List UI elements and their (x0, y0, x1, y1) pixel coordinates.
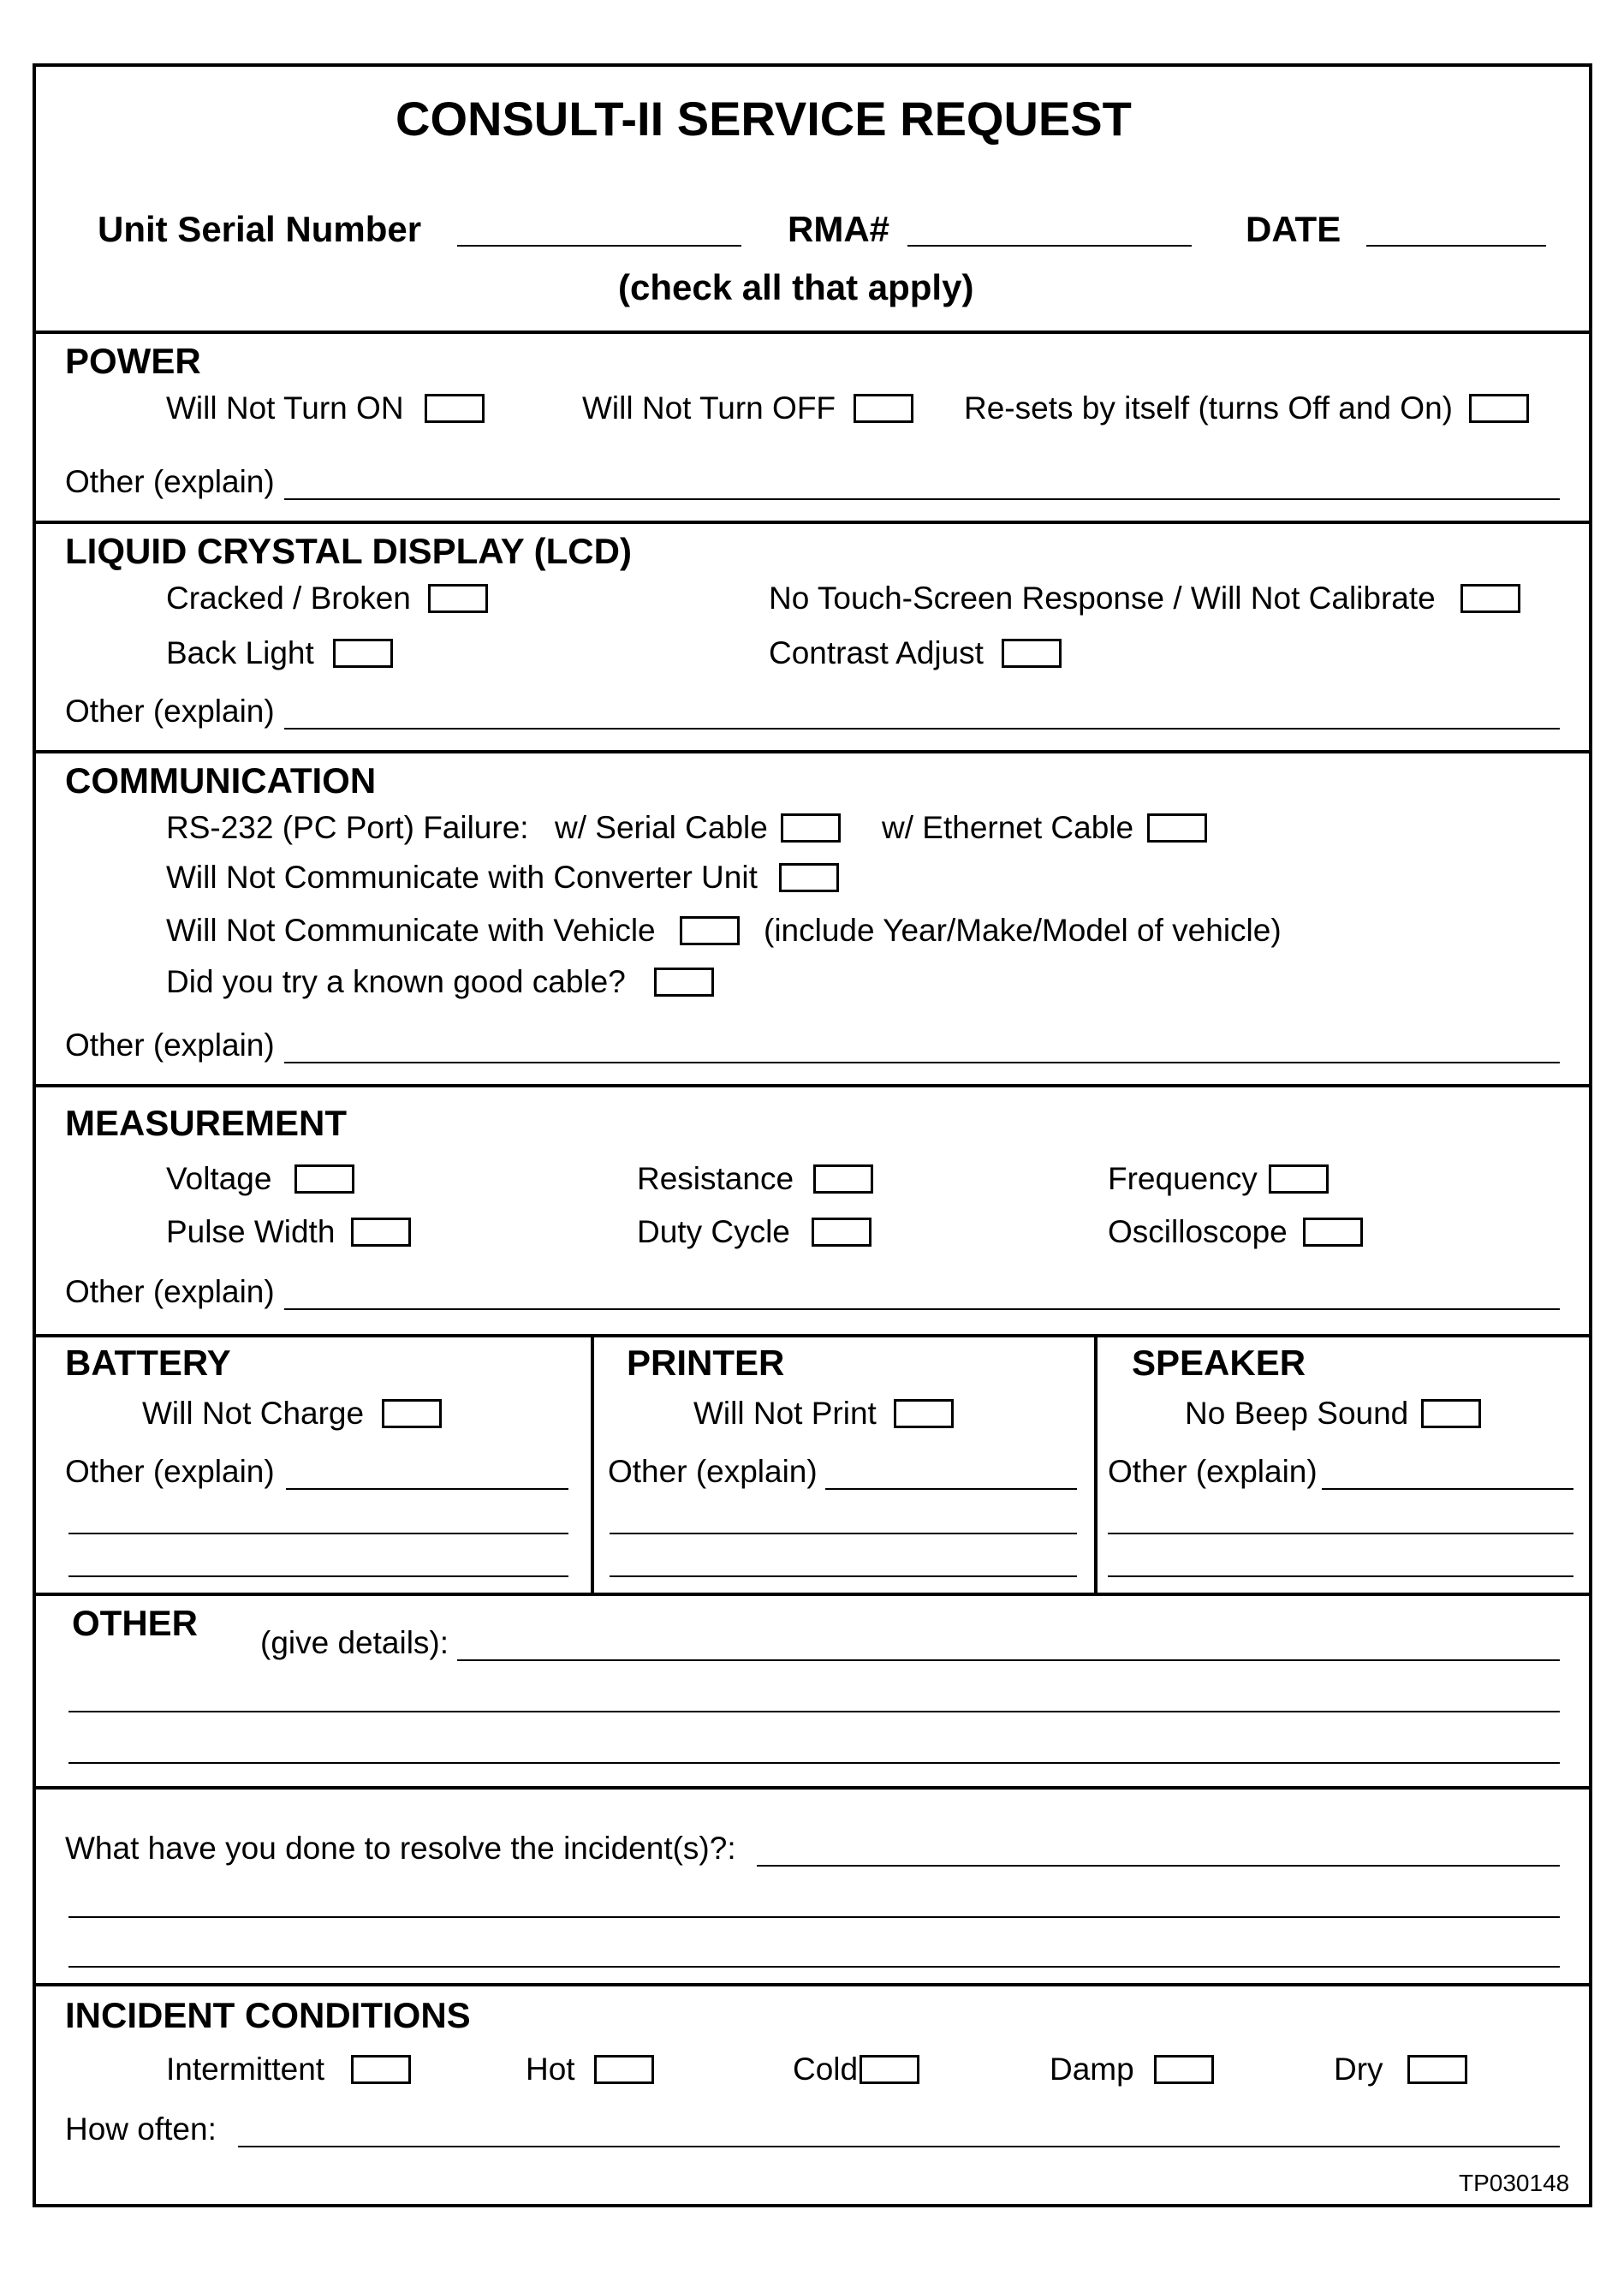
rma-field[interactable] (907, 245, 1192, 247)
converter-label: Will Not Communicate with Converter Unit (166, 860, 758, 895)
power-item-label: Will Not Turn ON (166, 390, 404, 426)
resolve-prompt-label: What have you done to resolve the incident(s)?: (65, 1831, 736, 1866)
hot-checkbox[interactable] (594, 2055, 654, 2084)
divider (36, 1084, 1589, 1087)
divider (36, 1786, 1589, 1790)
speaker-other-field[interactable] (1108, 1533, 1573, 1534)
other-explain-label: Other (explain) (608, 1454, 818, 1489)
frequency-checkbox[interactable] (1269, 1164, 1329, 1194)
serial-number-field[interactable] (457, 245, 741, 247)
serial-cable-label: w/ Serial Cable (555, 810, 768, 845)
vehicle-label: Will Not Communicate with Vehicle (166, 913, 656, 948)
power-item-label: Will Not Turn OFF (582, 390, 836, 426)
resolve-field[interactable] (757, 1865, 1560, 1867)
will-not-charge-checkbox[interactable] (382, 1399, 442, 1428)
other-explain-label: Other (explain) (65, 1454, 275, 1489)
resets-by-itself-checkbox[interactable] (1469, 394, 1529, 423)
incident-item-label: Damp (1050, 2052, 1134, 2087)
incident-item-label: Dry (1334, 2052, 1383, 2087)
other-explain-label: Other (explain) (65, 464, 275, 499)
column-divider (591, 1334, 594, 1593)
date-label: DATE (1246, 209, 1341, 249)
resolve-field[interactable] (68, 1966, 1560, 1968)
date-field[interactable] (1366, 245, 1546, 247)
other-details-field[interactable] (68, 1711, 1560, 1712)
divider (36, 521, 1589, 524)
battery-item-label: Will Not Charge (142, 1396, 365, 1431)
form-code: TP030148 (1459, 2170, 1570, 2196)
will-not-turn-on-checkbox[interactable] (425, 394, 485, 423)
measurement-item-label: Duty Cycle (637, 1214, 790, 1249)
no-beep-sound-checkbox[interactable] (1421, 1399, 1481, 1428)
will-not-print-checkbox[interactable] (894, 1399, 954, 1428)
speaker-section-title: SPEAKER (1132, 1343, 1306, 1383)
cable-question-label: Did you try a known good cable? (166, 964, 626, 999)
printer-other-field[interactable] (610, 1575, 1077, 1577)
measurement-item-label: Oscilloscope (1108, 1214, 1288, 1249)
service-request-form (33, 63, 1592, 2207)
other-explain-label: Other (explain) (65, 1274, 275, 1309)
give-details-label: (give details): (260, 1625, 449, 1660)
other-explain-label: Other (explain) (65, 1027, 275, 1063)
measurement-item-label: Resistance (637, 1161, 794, 1196)
other-explain-label: Other (explain) (1108, 1454, 1318, 1489)
divider (36, 1593, 1589, 1596)
battery-section-title: BATTERY (65, 1343, 231, 1383)
pulse-width-checkbox[interactable] (351, 1218, 411, 1247)
intermittent-checkbox[interactable] (351, 2055, 411, 2084)
measurement-item-label: Voltage (166, 1161, 272, 1196)
known-good-cable-checkbox[interactable] (654, 968, 714, 997)
measurement-other-field[interactable] (284, 1308, 1560, 1310)
communication-other-field[interactable] (284, 1062, 1560, 1063)
incident-item-label: Intermittent (166, 2052, 325, 2087)
divider (36, 1334, 1589, 1337)
measurement-section-title: MEASUREMENT (65, 1103, 348, 1143)
check-instruction: (check all that apply) (618, 267, 974, 307)
column-divider (1094, 1334, 1098, 1593)
how-often-label: How often: (65, 2111, 217, 2147)
cracked-broken-checkbox[interactable] (428, 584, 488, 613)
other-details-field[interactable] (68, 1762, 1560, 1764)
other-explain-label: Other (explain) (65, 694, 275, 729)
printer-other-field[interactable] (825, 1488, 1077, 1490)
ethernet-cable-checkbox[interactable] (1147, 813, 1207, 843)
speaker-other-field[interactable] (1108, 1575, 1573, 1577)
battery-other-field[interactable] (286, 1488, 568, 1490)
serial-number-label: Unit Serial Number (98, 209, 422, 249)
divider (36, 331, 1589, 334)
dry-checkbox[interactable] (1407, 2055, 1467, 2084)
will-not-turn-off-checkbox[interactable] (854, 394, 913, 423)
battery-other-field[interactable] (68, 1575, 568, 1577)
serial-cable-checkbox[interactable] (781, 813, 841, 843)
power-section-title: POWER (65, 341, 201, 381)
printer-item-label: Will Not Print (693, 1396, 877, 1431)
form-title: CONSULT-II SERVICE REQUEST (396, 92, 1132, 146)
how-often-field[interactable] (238, 2146, 1560, 2147)
communication-section-title: COMMUNICATION (65, 760, 377, 801)
lcd-item-label: Cracked / Broken (166, 581, 411, 616)
speaker-other-field[interactable] (1322, 1488, 1573, 1490)
damp-checkbox[interactable] (1154, 2055, 1214, 2084)
printer-section-title: PRINTER (627, 1343, 785, 1383)
resolve-field[interactable] (68, 1916, 1560, 1918)
divider (36, 1983, 1589, 1986)
power-other-field[interactable] (284, 498, 1560, 500)
lcd-item-label: Back Light (166, 635, 314, 670)
back-light-checkbox[interactable] (333, 639, 393, 668)
battery-other-field[interactable] (68, 1533, 568, 1534)
lcd-section-title: LIQUID CRYSTAL DISPLAY (LCD) (65, 531, 632, 571)
power-item-label: Re-sets by itself (turns Off and On) (964, 390, 1453, 426)
lcd-item-label: No Touch-Screen Response / Will Not Calibrate (769, 581, 1436, 616)
measurement-item-label: Frequency (1108, 1161, 1258, 1196)
ethernet-cable-label: w/ Ethernet Cable (882, 810, 1134, 845)
voltage-checkbox[interactable] (294, 1164, 354, 1194)
contrast-adjust-checkbox[interactable] (1002, 639, 1062, 668)
rma-label: RMA# (788, 209, 890, 249)
rs232-label: RS-232 (PC Port) Failure: (166, 810, 529, 845)
other-details-field[interactable] (457, 1659, 1560, 1661)
vehicle-checkbox[interactable] (680, 916, 740, 945)
vehicle-note: (include Year/Make/Model of vehicle) (764, 913, 1282, 948)
other-section-title: OTHER (72, 1603, 198, 1643)
resistance-checkbox[interactable] (813, 1164, 873, 1194)
duty-cycle-checkbox[interactable] (812, 1218, 871, 1247)
converter-checkbox[interactable] (779, 863, 839, 892)
lcd-item-label: Contrast Adjust (769, 635, 984, 670)
printer-other-field[interactable] (610, 1533, 1077, 1534)
divider (36, 750, 1589, 753)
measurement-item-label: Pulse Width (166, 1214, 336, 1249)
speaker-item-label: No Beep Sound (1185, 1396, 1409, 1431)
incident-section-title: INCIDENT CONDITIONS (65, 1995, 471, 2035)
oscilloscope-checkbox[interactable] (1303, 1218, 1363, 1247)
incident-item-label: Cold (793, 2052, 859, 2087)
no-touch-response-checkbox[interactable] (1460, 584, 1520, 613)
cold-checkbox[interactable] (860, 2055, 919, 2084)
lcd-other-field[interactable] (284, 728, 1560, 730)
incident-item-label: Hot (526, 2052, 575, 2087)
